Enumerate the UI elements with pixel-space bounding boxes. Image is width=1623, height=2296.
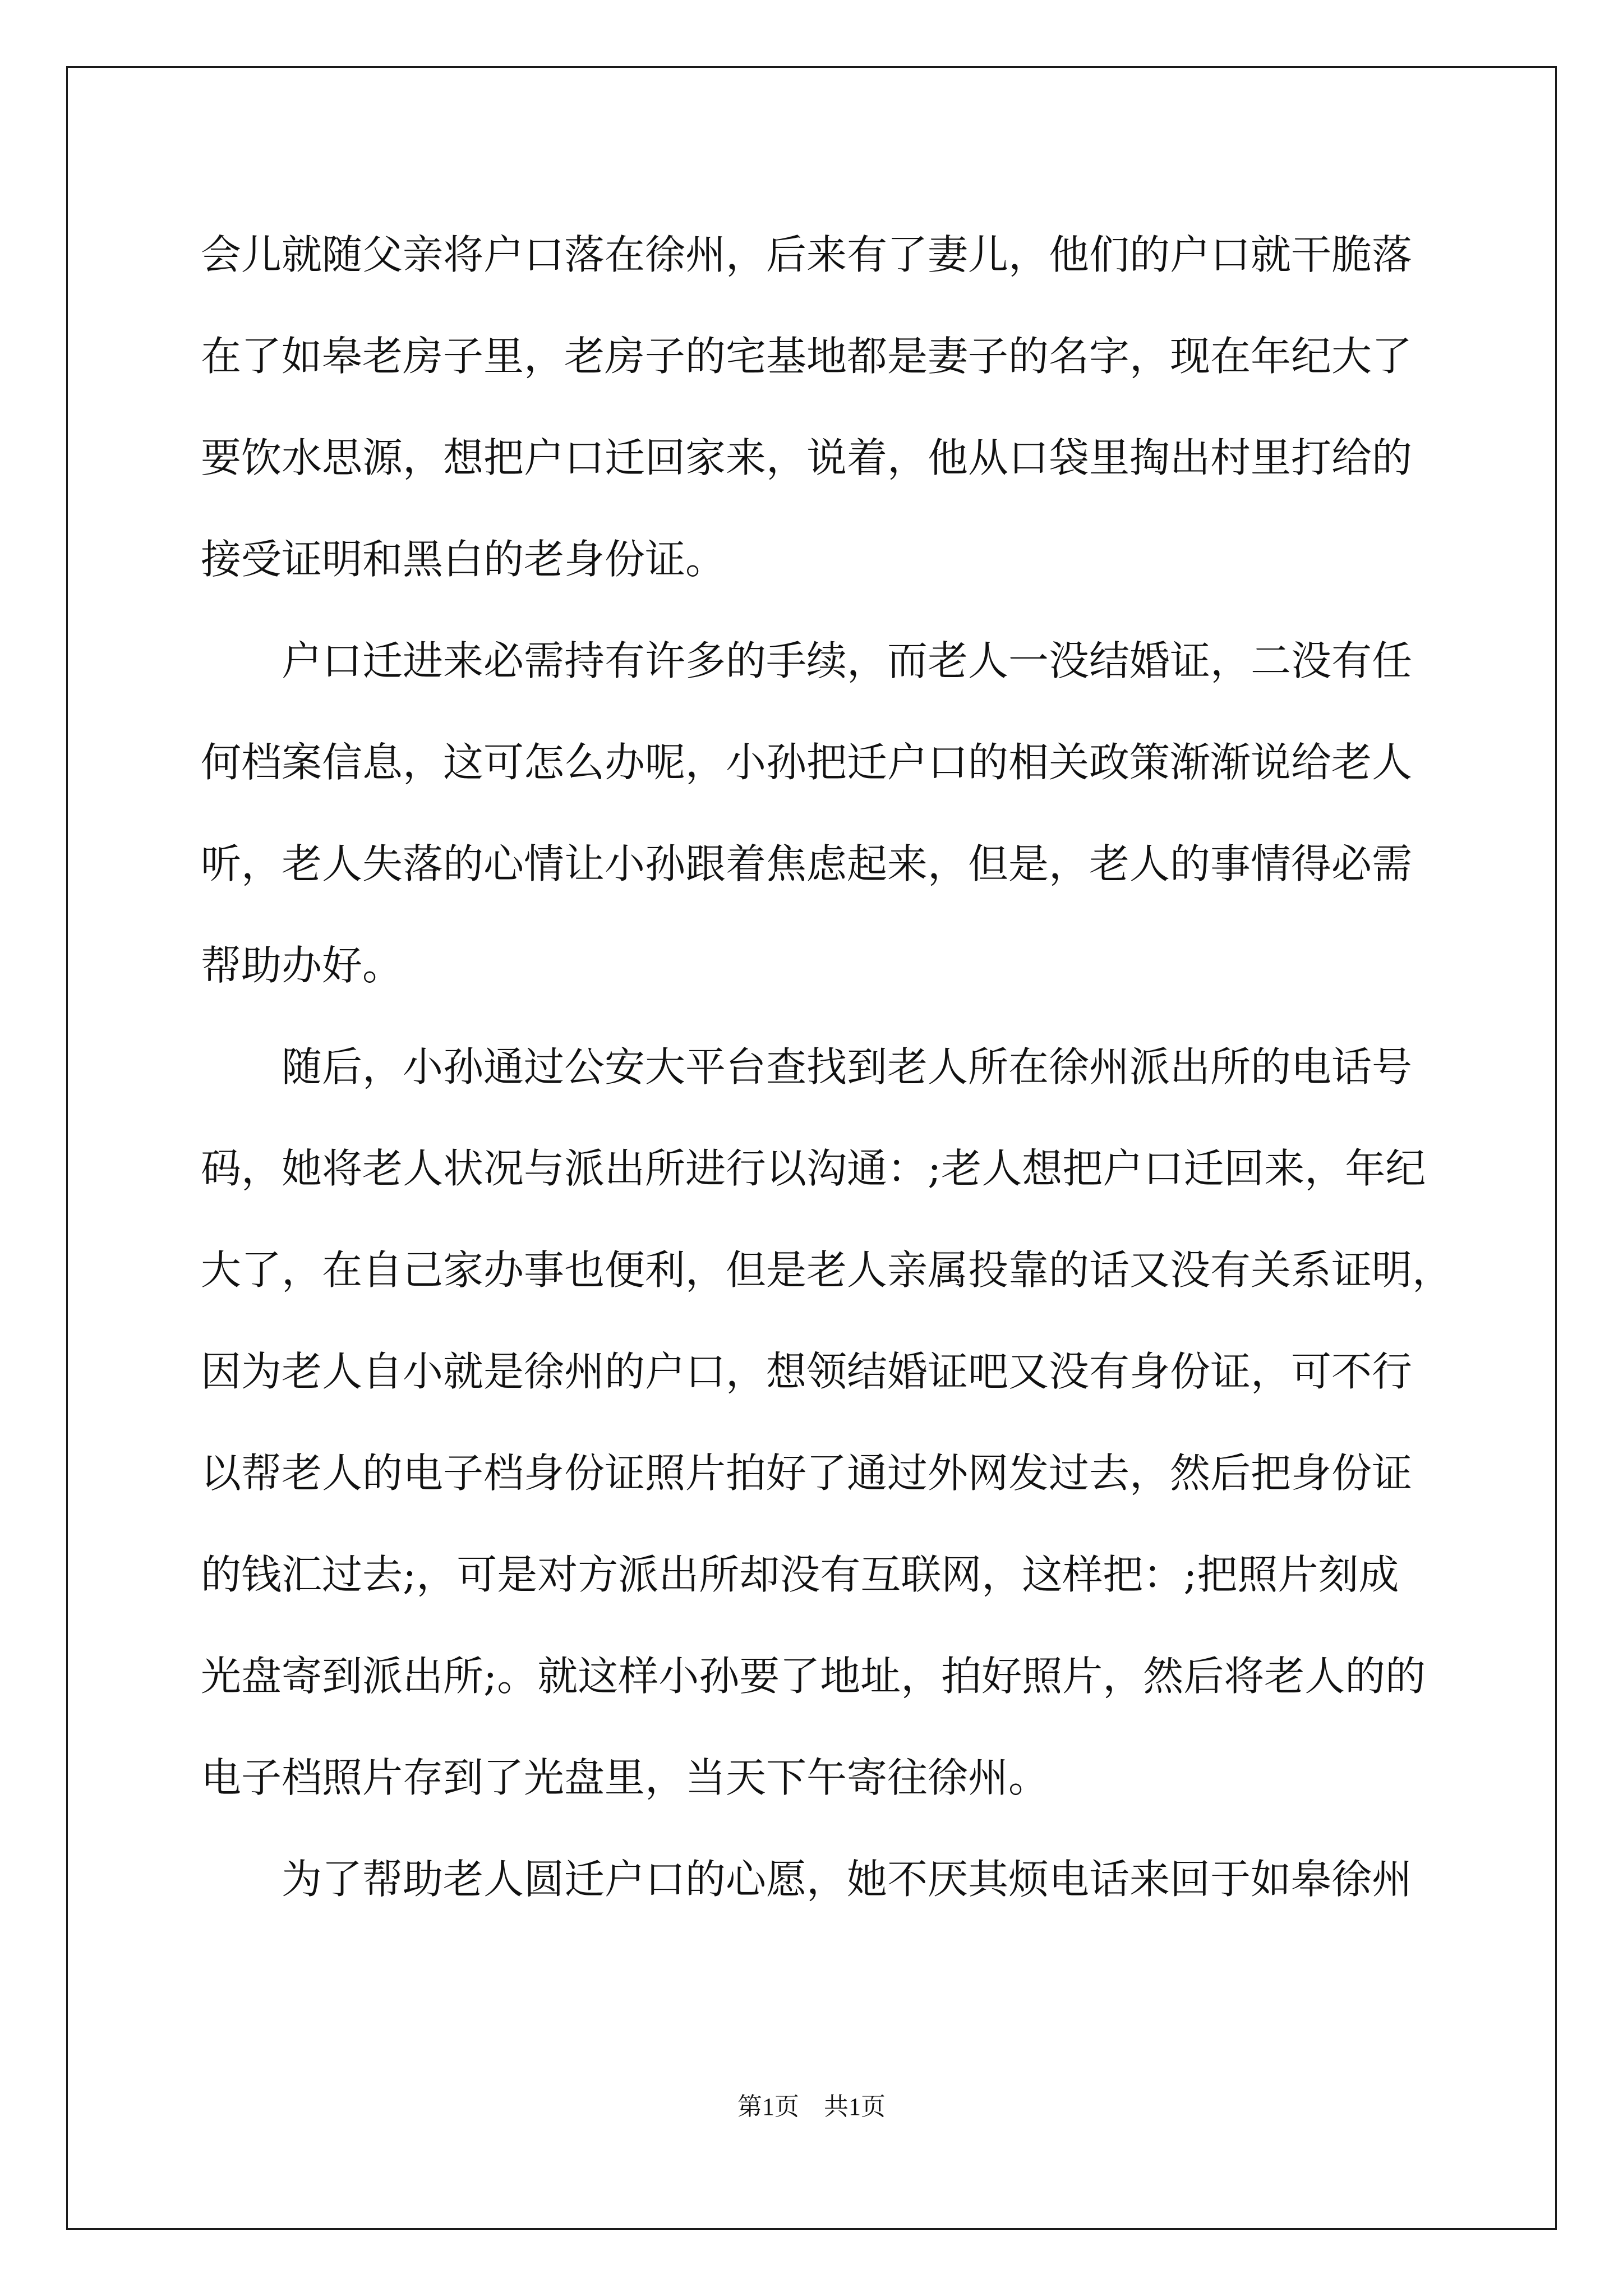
paragraph-first-line: 随后，小孙通过公安大平台查找到老人所在徐州派出所的电话号 bbox=[282, 1043, 1413, 1091]
text-line: 在了如皋老房子里，老房子的宅基地都是妻子的名字，现在年纪大了 bbox=[201, 333, 1413, 380]
text-line: 码，她将老人状况与派出所进行以沟通：;老人想把户口迁回来，年纪 bbox=[201, 1145, 1426, 1192]
text-line: 要饮水思源，想把户口迁回家来，说着，他从口袋里掏出村里打给的 bbox=[201, 434, 1413, 481]
text-line: 因为老人自小就是徐州的户口，想领结婚证吧又没有身份证，可不行 bbox=[201, 1348, 1413, 1395]
document-body bbox=[201, 204, 1453, 1930]
paragraph-first-line: 为了帮助老人圆迁户口的心愿，她不厌其烦电话来回于如皋徐州 bbox=[282, 1856, 1413, 1903]
text-line: 电子档照片存到了光盘里，当天下午寄往徐州。 bbox=[201, 1754, 1049, 1801]
text-line: 会儿就随父亲将户口落在徐州，后来有了妻儿，他们的户口就干脆落 bbox=[201, 231, 1413, 278]
paragraph-first-line: 户口迁进来必需持有许多的手续，而老人一没结婚证，二没有任 bbox=[282, 637, 1413, 684]
text-line: 的钱汇过去;，可是对方派出所却没有互联网，这样把：;把照片刻成 bbox=[201, 1551, 1399, 1598]
page-total: 共1页 bbox=[824, 2093, 886, 2120]
text-line: 听，老人失落的心情让小孙跟着焦虑起来，但是，老人的事情得必需 bbox=[201, 840, 1413, 887]
text-line: 以帮老人的电子档身份证照片拍好了通过外网发过去，然后把身份证 bbox=[201, 1450, 1413, 1497]
text-line: 光盘寄到派出所;。就这样小孙要了地址，拍好照片，然后将老人的的 bbox=[201, 1653, 1426, 1700]
text-line: 大了，在自己家办事也便利，但是老人亲属投靠的话又没有关系证明， bbox=[201, 1246, 1453, 1294]
text-line: 何档案信息，这可怎么办呢，小孙把迁户口的相关政策渐渐说给老人 bbox=[201, 739, 1413, 786]
page-number: 第1页 bbox=[737, 2093, 799, 2120]
text-line: 帮助办好。 bbox=[201, 942, 403, 989]
page-footer bbox=[0, 2090, 1623, 2124]
text-line: 接受证明和黑白的老身份证。 bbox=[201, 536, 726, 583]
